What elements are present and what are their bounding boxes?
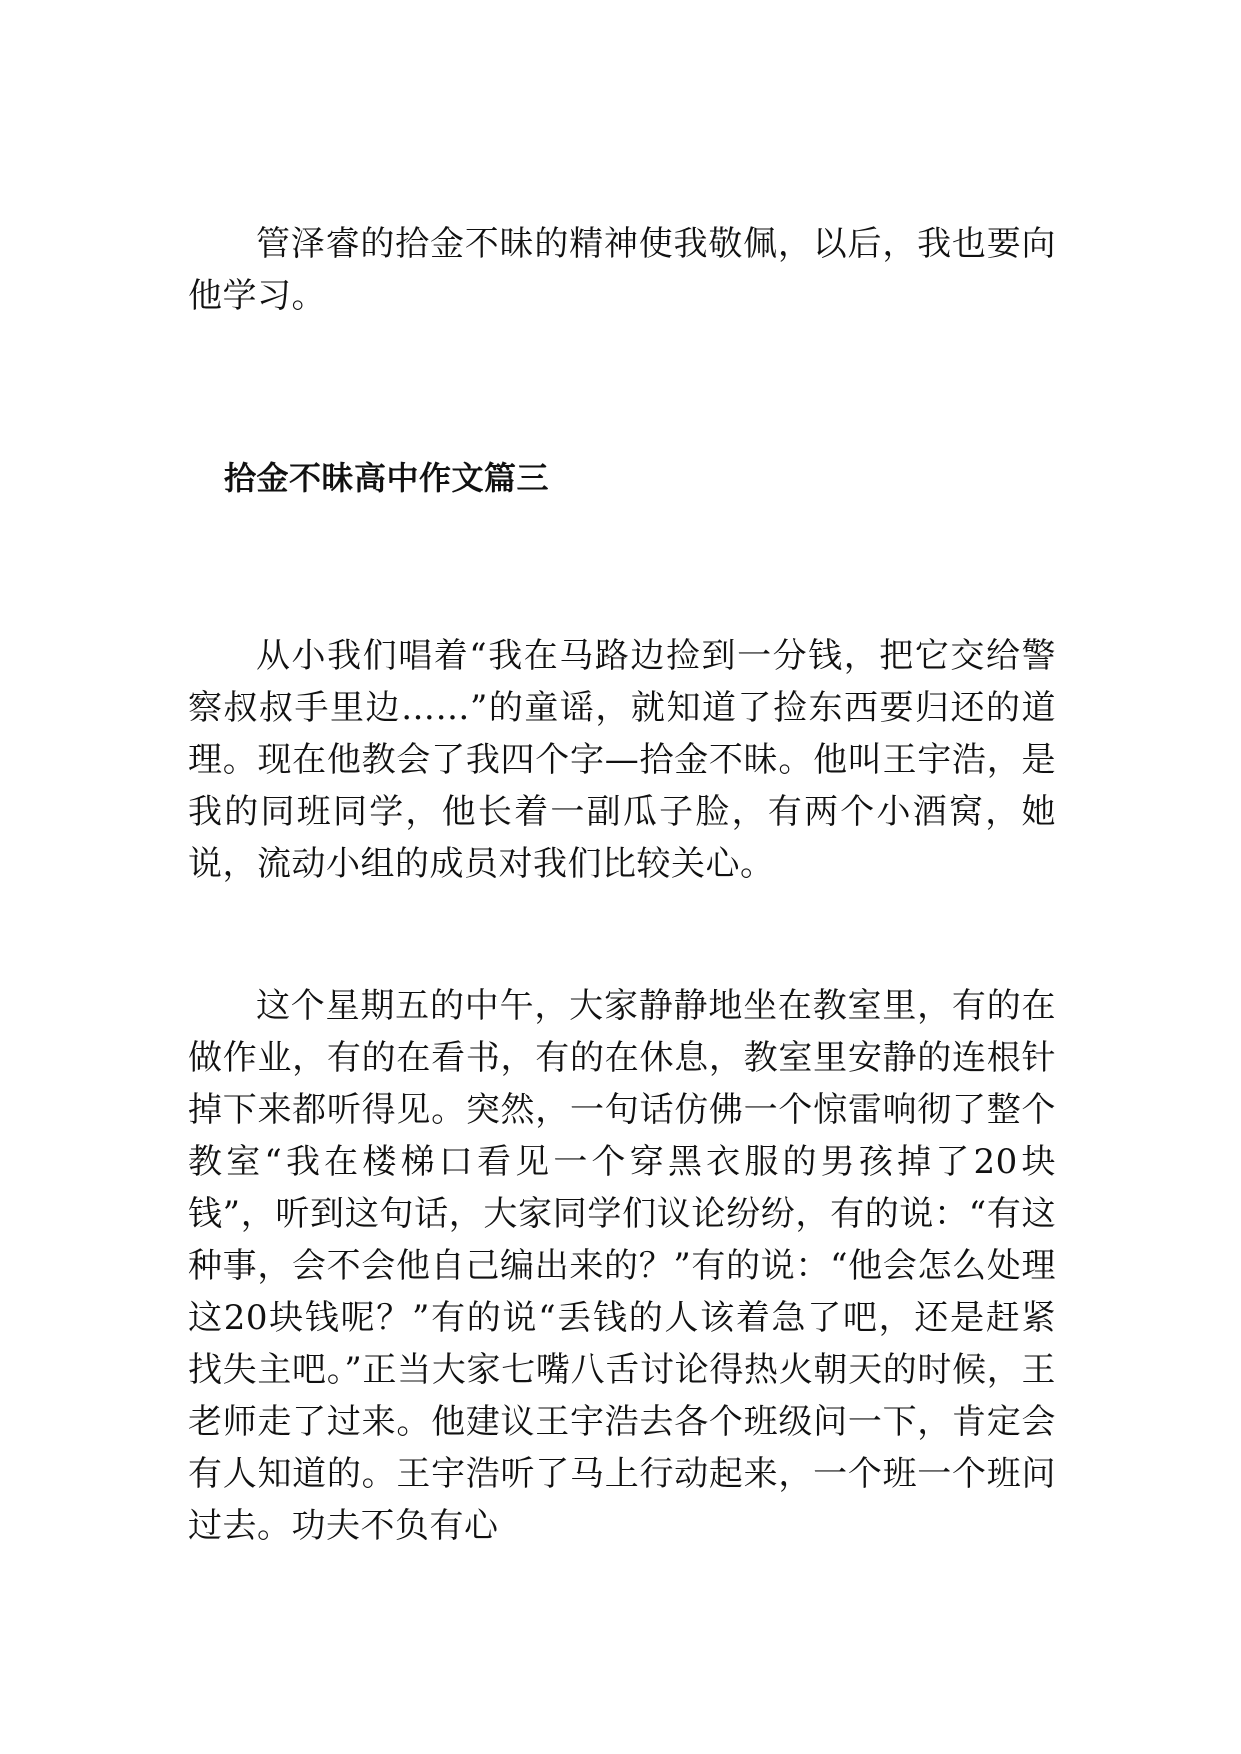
paragraph-introduction: 从小我们唱着“我在马路边捡到一分钱，把它交给警察叔叔手里边……”的童谣，就知道了捡东西要归还的道理。现在他教会了我四个字—拾金不昧。他叫王宇浩，是我的同班同学，他长着一副瓜子脸，有两个小酒窝，她说，流动小组的成员对我们比较关心。 — [188, 636, 1056, 884]
section-heading: 拾金不昧高中作文篇三 — [224, 459, 550, 497]
paragraph-conclusion: 管泽睿的拾金不昧的精神使我敬佩，以后，我也要向他学习。 — [188, 224, 1056, 316]
paragraph-story: 这个星期五的中午，大家静静地坐在教室里，有的在做作业，有的在看书，有的在休息，教室里安静的连根针掉下来都听得见。突然，一句话仿佛一个惊雷响彻了整个教室“我在楼梯口看见一个穿黑衣服的男孩掉了20块钱”，听到这句话，大家同学们议论纷纷，有的说：“有这种事，会不会他自己编出来的？”有的说：“他会怎么处理这20块钱呢？”有的说“丢钱的人该着急了吧，还是赶紧找失主吧。”正当大家七嘴八舌讨论得热火朝天的时候，王老师走了过来。他建议王宇浩去各个班级问一下，肯定会有人知道的。王宇浩听了马上行动起来，一个班一个班问过去。功夫不负有心 — [188, 986, 1056, 1546]
